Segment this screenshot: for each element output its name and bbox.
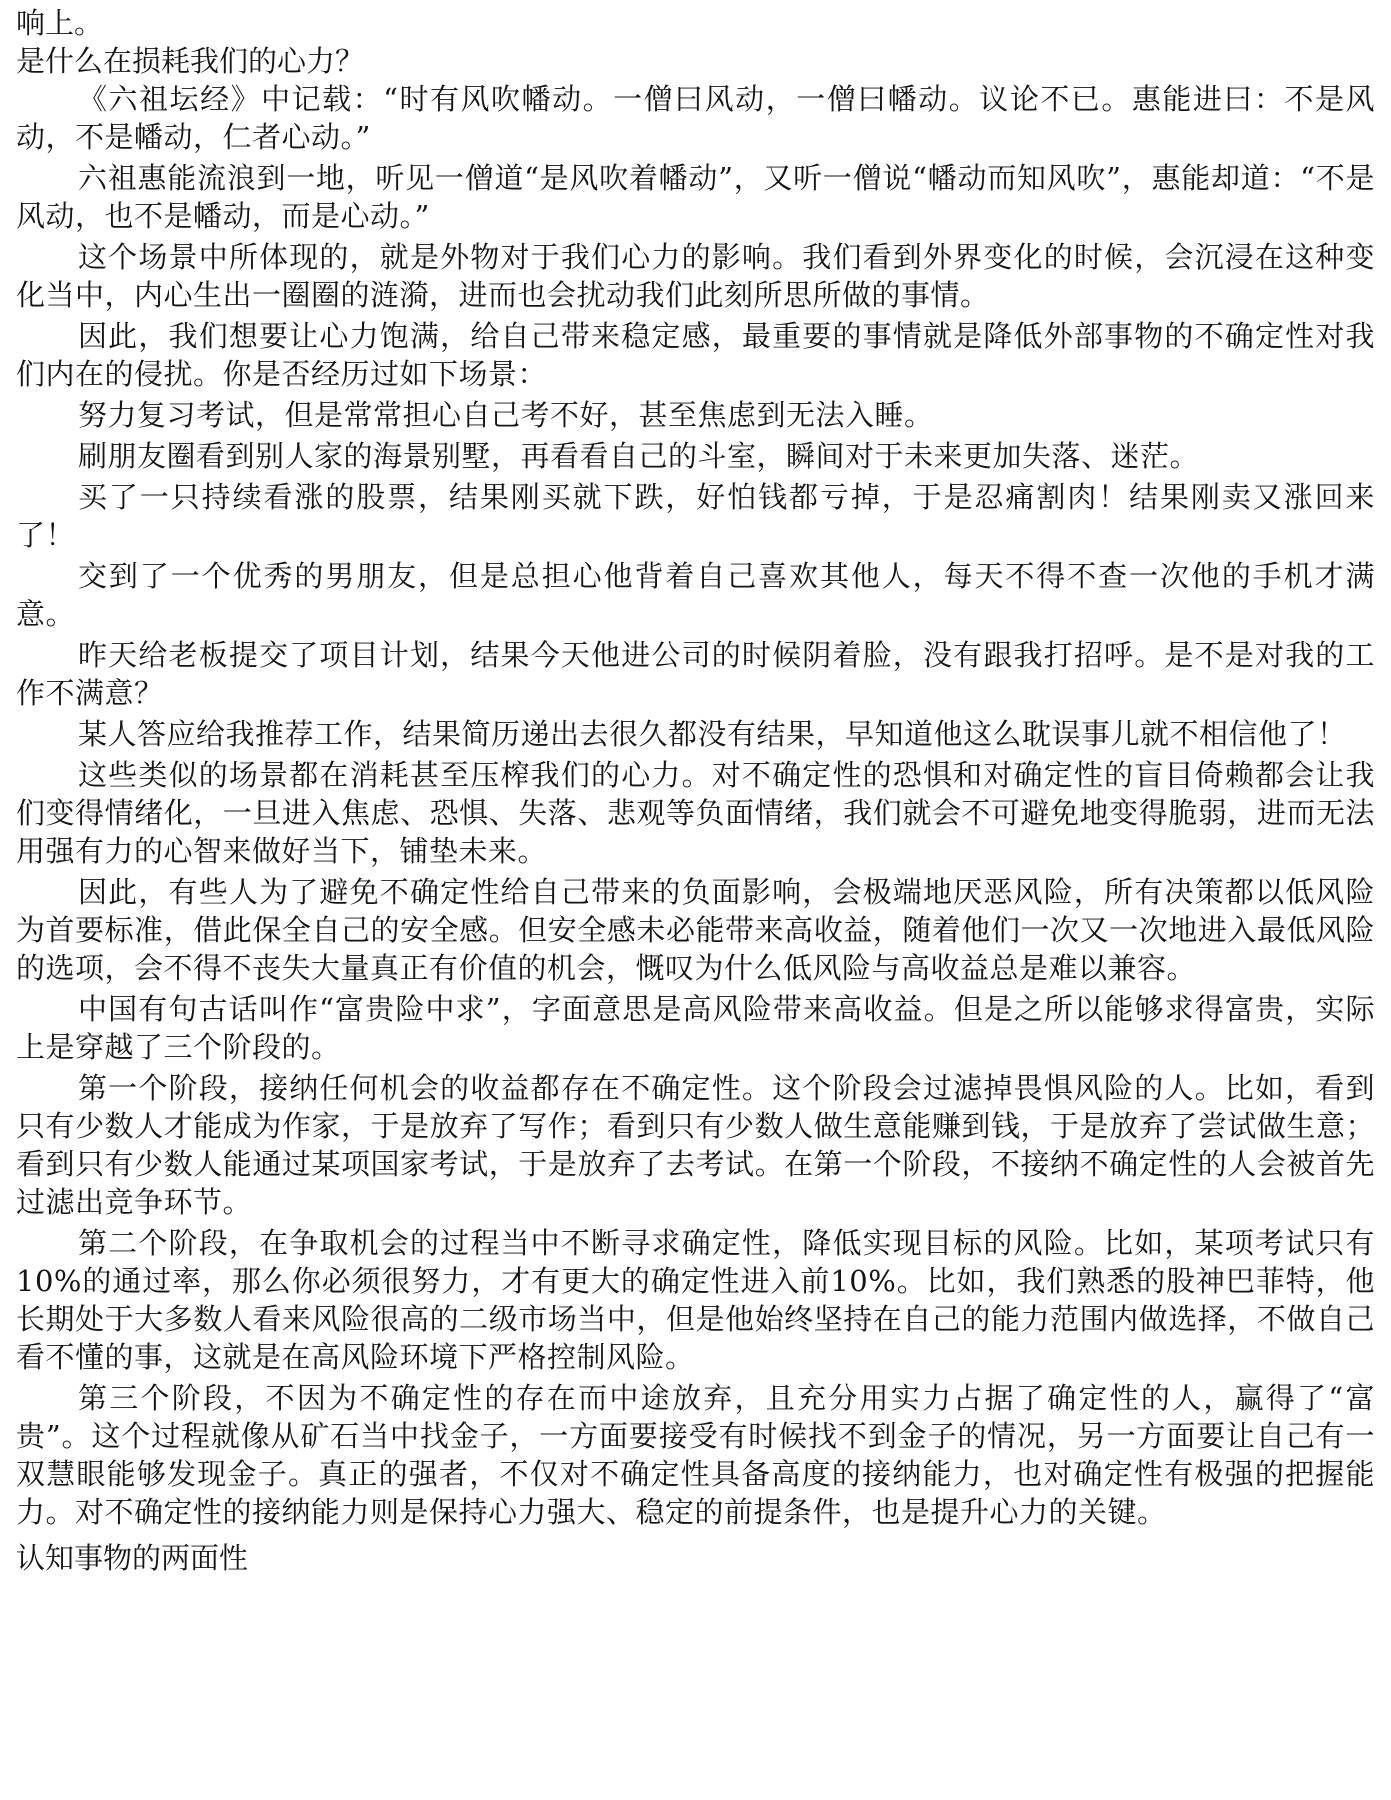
scenario-boss: 昨天给老板提交了项目计划，结果今天他进公司的时候阴着脸，没有跟我打招呼。是不是对我的工作不满意？ [16, 638, 1375, 710]
continued-text-fragment: 响上。 [16, 6, 104, 40]
paragraph-1: 《六祖坛经》中记载：“时有风吹幡动。一僧曰风动，一僧曰幡动。议论不已。惠能进曰：不是风动，不是幡动，仁者心动。” [16, 82, 1375, 154]
next-section-heading: 认知事物的两面性 [16, 1541, 249, 1575]
scenario-social-media: 刷朋友圈看到别人家的海景别墅，再看看自己的斗室，瞬间对于未来更加失落、迷茫。 [78, 439, 1200, 473]
paragraph-2: 六祖惠能流浪到一地，听见一僧道“是风吹着幡动”，又听一僧说“幡动而知风吹”，惠能却道：“不是风动，也不是幡动，而是心动。” [16, 161, 1375, 233]
scenario-boyfriend: 交到了一个优秀的男朋友，但是总担心他背着自己喜欢其他人，每天不得不查一次他的手机才满意。 [16, 559, 1375, 631]
paragraph-risk-aversion: 因此，有些人为了避免不确定性给自己带来的负面影响，会极端地厌恶风险，所有决策都以低风险为首要标准，借此保全自己的安全感。但安全感未必能带来高收益，随着他们一次又一次地进入最低风险的选项，会不得不丧失大量真正有价值的机会，慨叹为什么低风险与高收益总是难以兼容。 [16, 875, 1375, 985]
scenario-job-referral: 某人答应给我推荐工作，结果简历递出去很久都没有结果，早知道他这么耽误事儿就不相信他了！ [78, 717, 1347, 751]
scenario-exam: 努力复习考试，但是常常担心自己考不好，甚至焦虑到无法入睡。 [78, 398, 934, 432]
paragraph-proverb: 中国有句古话叫作“富贵险中求”，字面意思是高风险带来高收益。但是之所以能够求得富贵，实际上是穿越了三个阶段的。 [16, 992, 1375, 1064]
paragraph-stage-three: 第三个阶段，不因为不确定性的存在而中途放弃，且充分用实力占据了确定性的人，赢得了“富贵”。这个过程就像从矿石当中找金子，一方面要接受有时候找不到金子的情况，另一方面要让自己有一双慧眼能够发现金子。真正的强者，不仅对不确定性具备高度的接纳能力，也对确定性有极强的把握能力。对不确定性的接纳能力则是保持心力强大、稳定的前提条件，也是提升心力的关键。 [16, 1381, 1375, 1529]
paragraph-stage-two: 第二个阶段，在争取机会的过程当中不断寻求确定性，降低实现目标的风险。比如，某项考试只有10%的通过率，那么你必须很努力，才有更大的确定性进入前10%。比如，我们熟悉的股神巴菲特，他长期处于大多数人看来风险很高的二级市场当中，但是他始终坚持在自己的能力范围内做选择，不做自己看不懂的事，这就是在高风险环境下严格控制风险。 [16, 1226, 1375, 1374]
paragraph-3: 这个场景中所体现的，就是外物对于我们心力的影响。我们看到外界变化的时候，会沉浸在这种变化当中，内心生出一圈圈的涟漪，进而也会扰动我们此刻所思所做的事情。 [16, 240, 1375, 312]
scenario-stock: 买了一只持续看涨的股票，结果刚买就下跌，好怕钱都亏掉，于是忍痛割肉！结果刚卖又涨回来了！ [16, 480, 1375, 552]
document-page [16, 0, 1375, 1577]
paragraph-stage-one: 第一个阶段，接纳任何机会的收益都存在不确定性。这个阶段会过滤掉畏惧风险的人。比如，看到只有少数人才能成为作家，于是放弃了写作；看到只有少数人做生意能赚到钱，于是放弃了尝试做生意；看到只有少数人能通过某项国家考试，于是放弃了去考试。在第一个阶段，不接纳不确定性的人会被首先过滤出竞争环节。 [16, 1071, 1375, 1219]
paragraph-4: 因此，我们想要让心力饱满，给自己带来稳定感，最重要的事情就是降低外部事物的不确定性对我们内在的侵扰。你是否经历过如下场景： [16, 319, 1375, 391]
section-heading: 是什么在损耗我们的心力？ [16, 44, 365, 78]
paragraph-emotional-drain: 这些类似的场景都在消耗甚至压榨我们的心力。对不确定性的恐惧和对确定性的盲目倚赖都会让我们变得情绪化，一旦进入焦虑、恐惧、失落、悲观等负面情绪，我们就会不可避免地变得脆弱，进而无法用强有力的心智来做好当下，铺垫未来。 [16, 758, 1375, 868]
